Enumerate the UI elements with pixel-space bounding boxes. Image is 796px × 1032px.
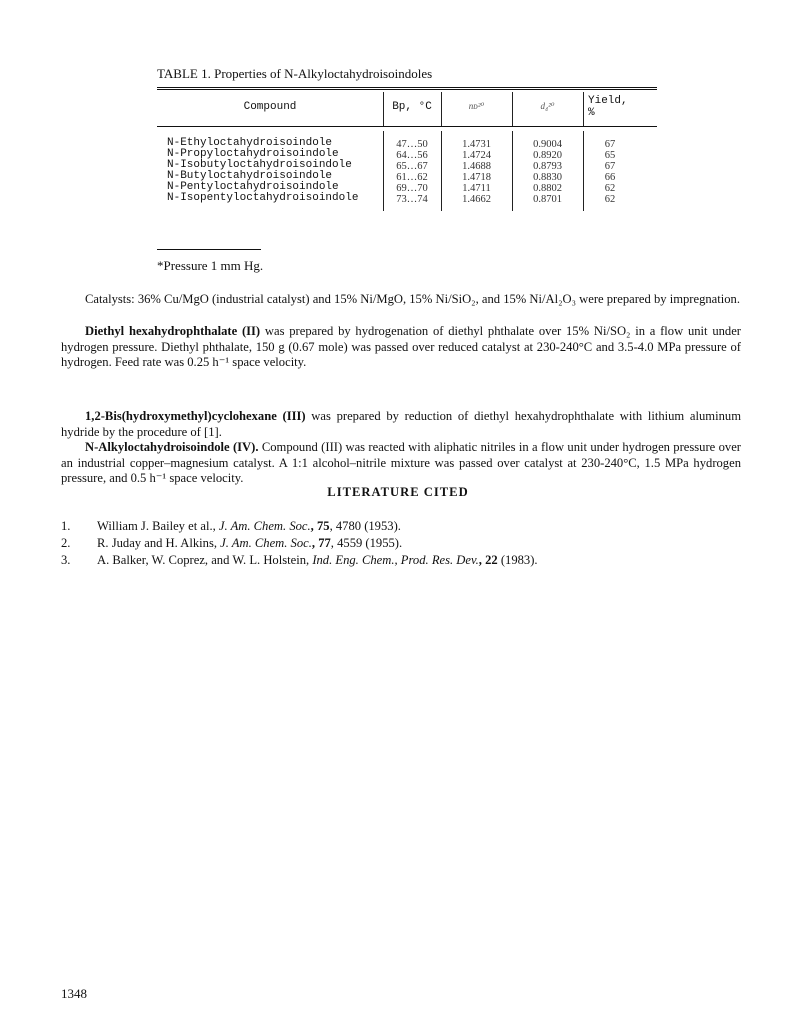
bp-cell: 64…56	[396, 150, 428, 161]
compound-cell: N-Pentyloctahydroisoindole	[167, 181, 339, 193]
table-title: TABLE 1. Properties of N-Alkyloctahydroisoindoles	[157, 66, 433, 81]
literature-heading: LITERATURE CITED	[327, 485, 469, 499]
paragraph-lead: 1,2-Bis(hydroxymethyl)cyclohexane (III)	[85, 409, 306, 423]
bp-column	[383, 139, 441, 205]
header-bp: Bp, °C	[392, 101, 432, 113]
reference-rest: , 4559 (1955).	[330, 536, 403, 550]
reference-journal: Ind. Eng. Chem., Prod. Res. Dev.	[312, 553, 479, 567]
table-header-rule	[157, 126, 657, 127]
compound-cell: N-Propyloctahydroisoindole	[167, 148, 339, 160]
paragraph-text: was prepared by hydrogenation of diethyl phthalate over 15% Ni/SO₂ in a flow unit under hydrogen pressure. Diethyl phthalate, 150 g (0.67 mole) was passed over reduced catalyst at 230-240°C and 3.5-4.0 MPa pressure of hydrogen. Feed rate was 0.25 h⁻¹ space velocity.	[61, 324, 741, 370]
paragraph-diethyl-hexahydrophthalate	[61, 324, 741, 371]
header-yield-label: Yield,	[588, 95, 628, 107]
reference-volume: , 75	[310, 519, 330, 533]
table-footnote: *Pressure 1 mm Hg.	[157, 258, 264, 273]
yield-cell: 62	[604, 183, 616, 194]
compound-cell: N-Isobutyloctahydroisoindole	[167, 159, 352, 171]
yield-column	[583, 139, 637, 205]
reference-journal: J. Am. Chem. Soc.	[218, 519, 311, 533]
refractive-index-column	[441, 139, 512, 205]
reference-authors: William J. Bailey et al.,	[97, 519, 219, 533]
compound-cell: N-Butyloctahydroisoindole	[167, 170, 333, 182]
yield-cell: 67	[604, 139, 616, 150]
header-density: d₄²⁰	[540, 101, 555, 111]
bp-cell: 61…62	[396, 172, 428, 183]
nd-cell: 1.4718	[462, 172, 491, 183]
reference-number: 3.	[61, 553, 71, 567]
density-column	[512, 139, 583, 205]
paragraph-alkyloctahydroisoindole	[61, 440, 741, 487]
paragraph-text: Catalysts: 36% Cu/MgO (industrial catalyst) and 15% Ni/MgO, 15% Ni/SiO₂, and 15% Ni/Al₂O₃ were prepared by impregnation.	[85, 292, 740, 306]
paragraph-text: was prepared by reduction of diethyl hexahydrophthalate with lithium aluminum hydride by the procedure of [1].	[61, 409, 741, 439]
compound-cell: N-Ethyloctahydroisoindole	[167, 137, 333, 149]
bp-cell: 47…50	[396, 139, 428, 150]
table-top-rule	[157, 87, 657, 88]
reference-rest: , 4780 (1953).	[329, 519, 401, 533]
paragraph-catalysts	[61, 292, 741, 308]
paragraph-lead: Diethyl hexahydrophthalate (II)	[85, 324, 261, 338]
bp-cell: 73…74	[396, 194, 428, 205]
compound-cell: N-Isopentyloctahydroisoindole	[167, 192, 359, 204]
yield-cell: 66	[604, 172, 616, 183]
reference-authors: A. Balker, W. Coprez, and W. L. Holstein,	[97, 553, 313, 567]
reference-rest: (1983).	[497, 553, 538, 567]
d-cell: 0.8920	[533, 150, 562, 161]
reference-item	[61, 518, 401, 534]
nd-cell: 1.4711	[462, 183, 491, 194]
header-refractive-index: nᴅ²⁰	[468, 101, 485, 111]
header-compound: Compound	[243, 101, 297, 113]
nd-cell: 1.4662	[462, 194, 491, 205]
table-top-rule-2	[157, 89, 657, 90]
bp-cell: 69…70	[396, 183, 428, 194]
nd-cell: 1.4724	[462, 150, 491, 161]
d-cell: 0.8802	[533, 183, 562, 194]
yield-cell: 65	[604, 150, 616, 161]
reference-number: 1.	[61, 519, 71, 533]
nd-cell: 1.4688	[462, 161, 491, 172]
reference-journal: J. Am. Chem. Soc.	[220, 536, 312, 550]
reference-volume: , 22	[478, 553, 498, 567]
yield-cell: 62	[604, 194, 616, 205]
d-cell: 0.8830	[533, 172, 562, 183]
page-number: 1348	[61, 986, 87, 1001]
footnote-rule	[157, 249, 261, 250]
paragraph-text: Compound (III) was reacted with aliphatic nitriles in a flow unit under hydrogen pressure over an industrial copper–magnesium catalyst. A 1:1 alcohol–nitrile mixture was passed over catalyst at 230-240°C, 1.5 MPa hydrogen pressure, and 0.5 h⁻¹ space velocity.	[61, 440, 741, 486]
bp-cell: 65…67	[396, 161, 428, 172]
yield-cell: 67	[604, 161, 616, 172]
reference-number: 2.	[61, 536, 71, 550]
d-cell: 0.8793	[533, 161, 562, 172]
paragraph-bis-hydroxymethyl	[61, 409, 741, 440]
paragraph-lead: N-Alkyloctahydroisoindole (IV).	[85, 440, 259, 454]
header-divider	[583, 92, 584, 126]
nd-cell: 1.4731	[462, 139, 491, 150]
reference-authors: R. Juday and H. Alkins,	[97, 536, 221, 550]
reference-volume: , 77	[311, 536, 331, 550]
compound-column	[167, 138, 358, 204]
reference-item	[61, 552, 538, 568]
reference-item	[61, 535, 402, 551]
header-yield-unit: %	[588, 107, 595, 119]
d-cell: 0.9004	[533, 139, 562, 150]
header-yield	[588, 95, 658, 119]
d-cell: 0.8701	[533, 194, 562, 205]
